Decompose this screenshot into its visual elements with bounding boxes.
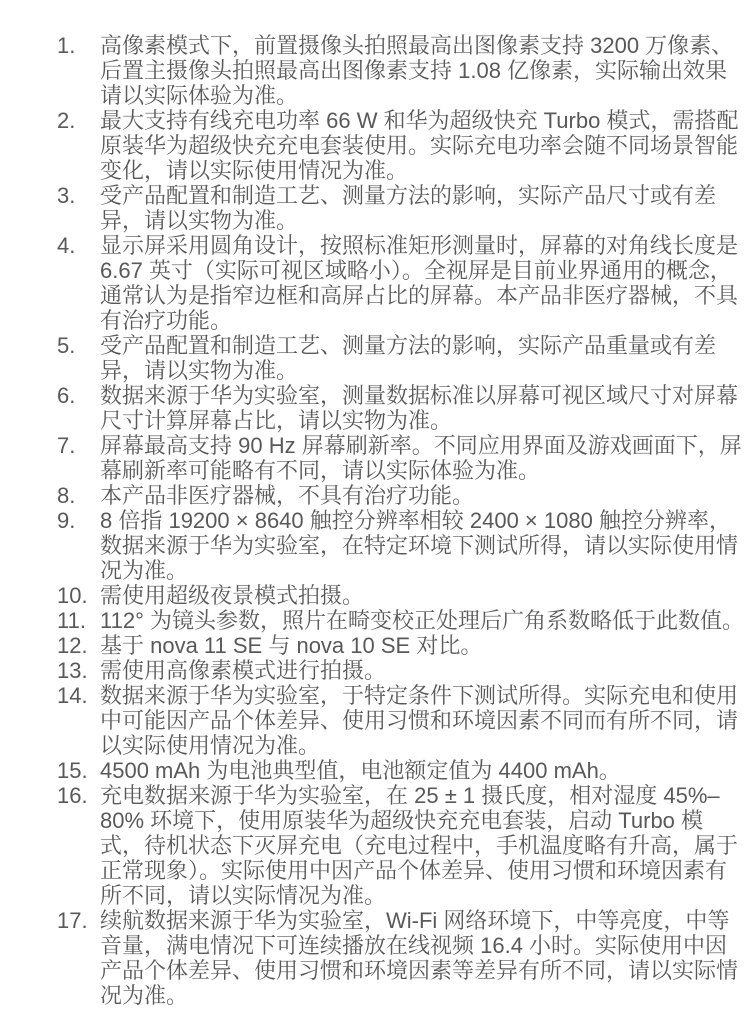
item-text: 最大支持有线充电功率 66 W 和华为超级快充 Turbo 模式，需搭配原装华为超级快充充电套装使用。实际充电功率会随不同场景智能变化，请以实际使用情况为准。 bbox=[100, 108, 739, 183]
item-text: 数据来源于华为实验室，测量数据标准以屏幕可视区域尺寸对屏幕尺寸计算屏幕占比，请以实物为准。 bbox=[100, 383, 739, 433]
item-text: 需使用超级夜景模式拍摄。 bbox=[100, 583, 365, 608]
item-number: 16. bbox=[57, 783, 88, 808]
item-number: 15. bbox=[57, 758, 88, 783]
item-number: 17. bbox=[57, 908, 88, 933]
list-item bbox=[57, 108, 745, 183]
item-number: 1. bbox=[57, 33, 76, 58]
item-text: 高像素模式下，前置摄像头拍照最高出图像素支持 3200 万像素、后置主摄像头拍照最高出图像素支持 1.08 亿像素，实际输出效果请以实际体验为准。 bbox=[100, 33, 734, 108]
item-text: 112° 为镜头参数，照片在畸变校正处理后广角系数略低于此数值。 bbox=[100, 608, 744, 633]
item-text: 本产品非医疗器械，不具有治疗功能。 bbox=[100, 483, 475, 508]
item-text: 数据来源于华为实验室，于特定条件下测试所得。实际充电和使用中可能因产品个体差异、使用习惯和环境因素不同而有所不同，请以实际使用情况为准。 bbox=[100, 683, 739, 758]
item-text: 受产品配置和制造工艺、测量方法的影响，实际产品重量或有差异，请以实物为准。 bbox=[100, 333, 717, 383]
item-text: 基于 nova 11 SE 与 nova 10 SE 对比。 bbox=[100, 633, 483, 658]
footnotes-list bbox=[57, 33, 745, 1008]
list-item bbox=[57, 758, 745, 783]
list-item bbox=[57, 908, 745, 1008]
item-number: 14. bbox=[57, 683, 88, 708]
item-number: 5. bbox=[57, 333, 76, 358]
item-number: 11. bbox=[57, 608, 86, 633]
item-number: 12. bbox=[57, 633, 88, 658]
item-text: 显示屏采用圆角设计，按照标准矩形测量时，屏幕的对角线长度是 6.67 英寸（实际可视区域略小）。全视屏是目前业界通用的概念，通常认为是指窄边框和高屏占比的屏幕。本产品非医疗器械，不具有治疗功能。 bbox=[100, 233, 739, 333]
list-item bbox=[57, 233, 745, 333]
list-item bbox=[57, 433, 745, 483]
list-item bbox=[57, 483, 745, 508]
list-item bbox=[57, 658, 745, 683]
item-text: 续航数据来源于华为实验室，Wi-Fi 网络环境下，中等亮度，中等音量，满电情况下可连续播放在线视频 16.4 小时。实际使用中因产品个体差异、使用习惯和环境因素等差异有所不同，请以实际情况为准。 bbox=[100, 908, 739, 1008]
item-text: 8 倍指 19200 × 8640 触控分辨率相较 2400 × 1080 触控分辨率，数据来源于华为实验室，在特定环境下测试所得，请以实际使用情况为准。 bbox=[100, 508, 739, 583]
list-item bbox=[57, 583, 745, 608]
item-text: 充电数据来源于华为实验室，在 25 ± 1 摄氏度，相对湿度 45%–80% 环境下，使用原装华为超级快充充电套装，启动 Turbo 模式，待机状态下灭屏充电（充电过程中，手机温度略有升高，属于正常现象）。实际使用中因产品个体差异、使用习惯和环境因素有所不同，请以实际情况为准。 bbox=[100, 783, 739, 908]
item-number: 9. bbox=[57, 508, 76, 533]
item-text: 需使用高像素模式进行拍摄。 bbox=[100, 658, 387, 683]
item-number: 7. bbox=[57, 433, 76, 458]
list-item bbox=[57, 183, 745, 233]
item-number: 3. bbox=[57, 183, 76, 208]
item-number: 4. bbox=[57, 233, 76, 258]
item-text: 屏幕最高支持 90 Hz 屏幕刷新率。不同应用界面及游戏画面下，屏幕刷新率可能略有不同，请以实际体验为准。 bbox=[100, 433, 742, 483]
list-item bbox=[57, 783, 745, 908]
item-text: 受产品配置和制造工艺、测量方法的影响，实际产品尺寸或有差异，请以实物为准。 bbox=[100, 183, 717, 233]
list-item bbox=[57, 633, 745, 658]
item-number: 13. bbox=[57, 658, 88, 683]
item-number: 8. bbox=[57, 483, 76, 508]
list-item bbox=[57, 608, 745, 633]
item-number: 10. bbox=[57, 583, 88, 608]
list-item bbox=[57, 683, 745, 758]
list-item bbox=[57, 33, 745, 108]
item-text: 4500 mAh 为电池典型值，电池额定值为 4400 mAh。 bbox=[100, 758, 621, 783]
item-number: 2. bbox=[57, 108, 76, 133]
list-item bbox=[57, 383, 745, 433]
list-item bbox=[57, 508, 745, 583]
list-item bbox=[57, 333, 745, 383]
item-number: 6. bbox=[57, 383, 76, 408]
